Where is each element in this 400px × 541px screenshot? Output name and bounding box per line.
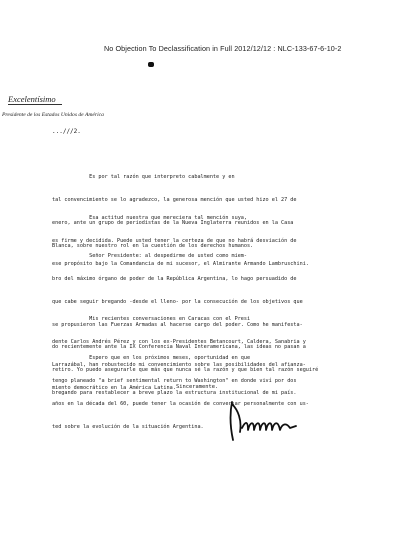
- paragraph-line: Espero que en los próximos meses, oportunidad en que: [52, 355, 251, 362]
- paragraph-line: enero, ante un grupo de periodistas de la Nueva Inglaterra reunidos en la Casa: [52, 219, 294, 226]
- paragraph-line: se propusieron las Fuerzas Armadas al hacerse cargo del poder. Como he manifesta-: [52, 321, 303, 328]
- paragraph-line: bregando para restablecer a breve plazo la estructura institucional de mi país.: [52, 389, 297, 396]
- closing: Sinceramente.: [176, 384, 219, 390]
- paragraph-line: Larrazábal, han robustecido mi convencimiento sobre las posibilidades del afianza-: [52, 361, 306, 368]
- paragraph-line: bro del máximo órgano de poder de la República Argentina, lo hago persuadido de: [52, 275, 297, 282]
- paragraph-line: Blanca, sobre nuestro rol en la cuestión de los derechos humanos.: [52, 242, 254, 249]
- paragraph-line: que cabe seguir bregando -desde el lleno- por la consecución de los objetivos que: [52, 298, 303, 305]
- paragraph-line: años en la década del 60, puede tener la ocasión de conversar personalmente con us-: [52, 400, 309, 407]
- paragraph-line: Esa actitud nuestra que mereciera tal mención suya,: [52, 215, 247, 222]
- paragraph-line: Mis recientes conversaciones en Caracas con el Presi: [52, 316, 251, 323]
- paragraph-line: do recientemente ante la IX Conferencia Naval Interamericana, las ideas no pasan a: [52, 344, 306, 351]
- paragraph-line: tengo planeado "a brief sentimental return to Washington" en donde viví por dos: [52, 377, 297, 384]
- paragraph-line: ese propósito bajo la Comandancia de mi sucesor, el Almirante Armando Lambruschini.: [52, 260, 309, 267]
- page-continuation: ...///2.: [52, 128, 81, 135]
- paragraph-line: miento democrático en la América Latina.: [52, 384, 176, 391]
- paragraph-line: tal convencimiento se lo agradezco, la generosa mención que usted hizo el 27 de: [52, 196, 297, 203]
- salutation-underline: [8, 104, 62, 105]
- paragraph-line: Señor Presidente: al despedirme de usted como miem-: [52, 253, 247, 260]
- handwritten-signature: [224, 398, 304, 444]
- paragraph-line: es firme y decidida. Puede usted tener la certeza de que no habrá desviación de: [52, 237, 297, 244]
- salutation: Excelentísimo: [8, 94, 56, 104]
- addressee-office: Presidente de los Estados Unidos de América: [2, 112, 104, 118]
- paragraph-line: Es por tal razón que interpreto cabalmente y en: [52, 174, 235, 181]
- declassification-stamp: No Objection To Declassification in Full 2012/12/12 : NLC-133-67-6-10-2: [104, 44, 342, 53]
- paragraph-line: retiro. Yo puedo asegurarle que más que nunca sé la razón y que bien tal razón seguiré: [52, 367, 319, 374]
- paragraph-line: dente Carlos Andrés Pérez y con los ex-Presidentes Betancourt, Caldera, Sanabria y: [52, 338, 306, 345]
- paragraph-line: ted sobre la evolución de la situación Argentina.: [52, 423, 204, 430]
- ink-blot: [148, 62, 154, 67]
